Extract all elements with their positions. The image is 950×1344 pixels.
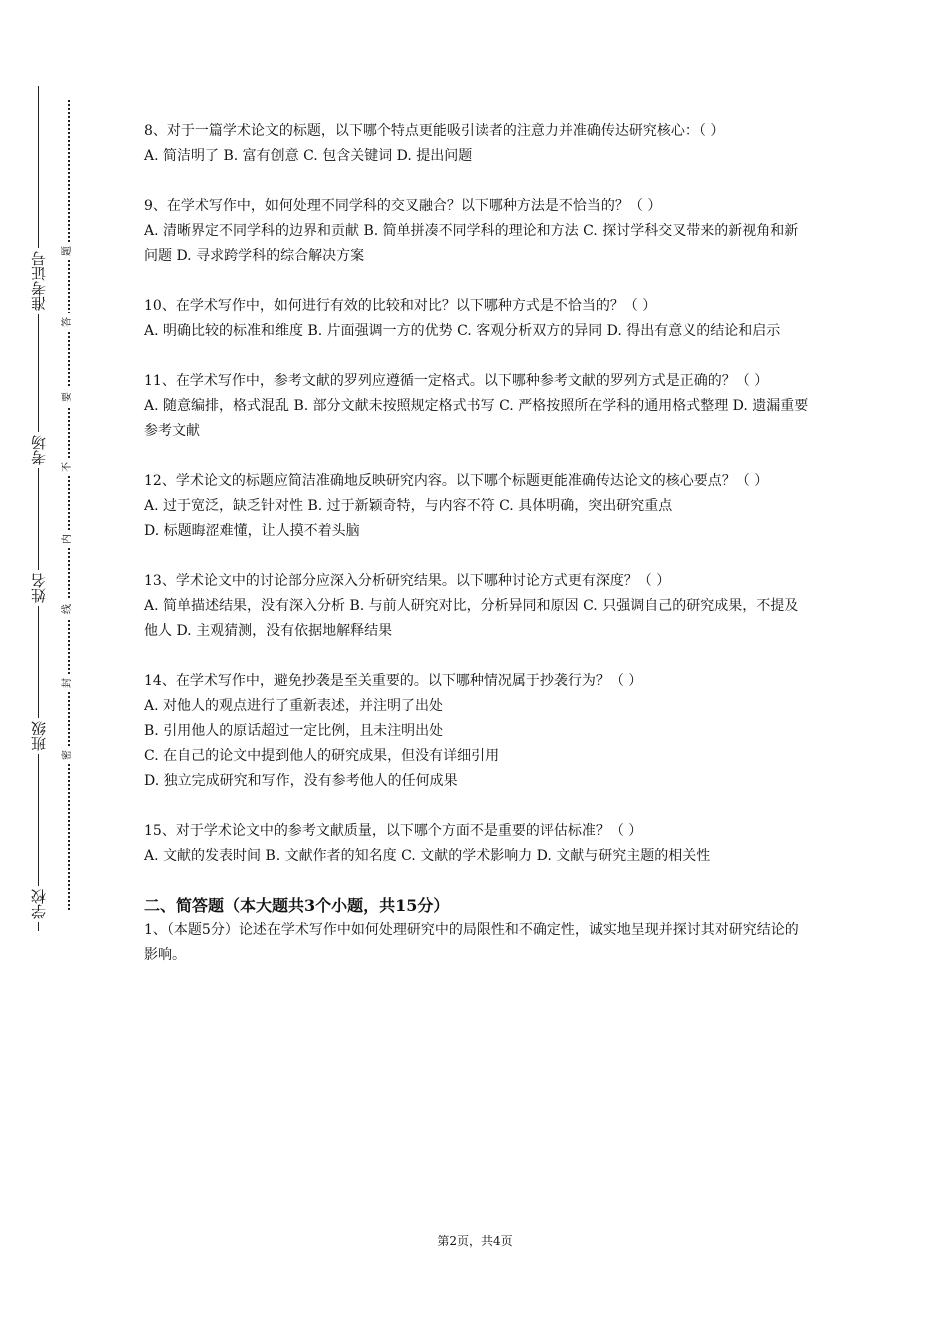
binding-margin (0, 0, 90, 1344)
seal-char: 题 (59, 242, 77, 260)
question-options: A. 简单描述结果，没有深入分析 B. 与前人研究对比，分析异同和原因 C. 只强调自己的研究成果，不提及他人 D. 主观猜测，没有依据地解释结果 (144, 598, 799, 639)
question-options: D. 标题晦涩难懂，让人摸不着头脑 (144, 523, 360, 539)
option-c: C. 在自己的论文中提到他人的研究成果，但没有详细引用 (144, 748, 500, 764)
question-12 (144, 469, 809, 544)
option-a: A. 对他人的观点进行了重新表述，并注明了出处 (144, 698, 444, 714)
question-options: A. 明确比较的标准和维度 B. 片面强调一方的优势 C. 客观分析双方的异同 D. 得出有意义的结论和启示 (144, 323, 781, 339)
short-answer-section (144, 894, 809, 968)
question-10 (144, 294, 809, 344)
option-b: B. 引用他人的原话超过一定比例，且未注明出处 (144, 723, 444, 739)
question-stem: 14、在学术写作中，避免抄袭是至关重要的。以下哪种情况属于抄袭行为？（ ） (144, 673, 643, 689)
question-stem: 10、在学术写作中，如何进行有效的比较和对比？以下哪种方式是不恰当的？（ ） (144, 298, 657, 314)
option-d: D. 独立完成研究和写作，没有参考他人的任何成果 (144, 773, 458, 789)
question-options: A. 过于宽泛，缺乏针对性 B. 过于新颖奇特，与内容不符 C. 具体明确，突出研究重点 (144, 498, 673, 514)
section-title: 二、简答题（本大题共3个小题，共15分） (144, 896, 450, 915)
question-8 (144, 119, 809, 169)
question-stem: 8、对于一篇学术论文的标题，以下哪个特点更能吸引读者的注意力并准确传达研究核心：（ ） (144, 123, 725, 139)
question-9 (144, 194, 809, 269)
question-11 (144, 369, 809, 444)
question-stem: 12、学术论文的标题应简洁准确地反映研究内容。以下哪个标题更能准确传达论文的核心要点？（ ） (144, 473, 769, 489)
seal-char: 答 (59, 313, 77, 331)
question-options: A. 随意编排，格式混乱 B. 部分文献未按照规定格式书写 C. 严格按照所在学科的通用格式整理 D. 遗漏重要参考文献 (144, 398, 809, 439)
question-stem: 15、对于学术论文中的参考文献质量，以下哪个方面不是重要的评估标准？（ ） (144, 823, 643, 839)
question-stem: 13、学术论文中的讨论部分应深入分析研究结果。以下哪种讨论方式更有深度？（ ） (144, 573, 671, 589)
binding-solid-line (38, 86, 39, 931)
question-stem: 9、在学术写作中，如何处理不同学科的交叉融合？以下哪种方法是不恰当的？（ ） (144, 198, 662, 214)
question-options: A. 清晰界定不同学科的边界和贡献 B. 简单拼凑不同学科的理论和方法 C. 探讨学科交叉带来的新视角和新问题 D. 寻求跨学科的综合解决方案 (144, 223, 799, 264)
question-13 (144, 569, 809, 644)
exam-room-label: 考场 (22, 432, 56, 468)
question-14 (144, 669, 809, 794)
name-label: 姓名 (22, 570, 56, 606)
school-label: 学校 (22, 886, 56, 922)
page-footer: 第2页，共4页 (437, 1234, 513, 1248)
question-15 (144, 819, 809, 869)
question-stem: 11、在学术写作中，参考文献的罗列应遵循一定格式。以下哪种参考文献的罗列方式是正确的？（ ） (144, 373, 769, 389)
seal-char: 封 (59, 674, 77, 692)
question-options: A. 简洁明了 B. 富有创意 C. 包含关键词 D. 提出问题 (144, 148, 473, 164)
seal-char: 内 (59, 530, 77, 548)
seal-char: 密 (59, 746, 77, 764)
class-label: 班级 (22, 718, 56, 754)
question-options: A. 文献的发表时间 B. 文献作者的知名度 C. 文献的学术影响力 D. 文献与研究主题的相关性 (144, 848, 711, 864)
short-answer-question-1: 1、（本题5分）论述在学术写作中如何处理研究中的局限性和不确定性，诚实地呈现并探讨其对研究结论的影响。 (144, 922, 799, 963)
seal-char: 线 (59, 600, 77, 618)
seal-dotted-line (68, 100, 70, 910)
admission-number-label: 准考证号 (22, 248, 56, 314)
question-content (144, 119, 809, 968)
seal-char: 要 (59, 388, 77, 406)
seal-char: 不 (59, 458, 77, 476)
